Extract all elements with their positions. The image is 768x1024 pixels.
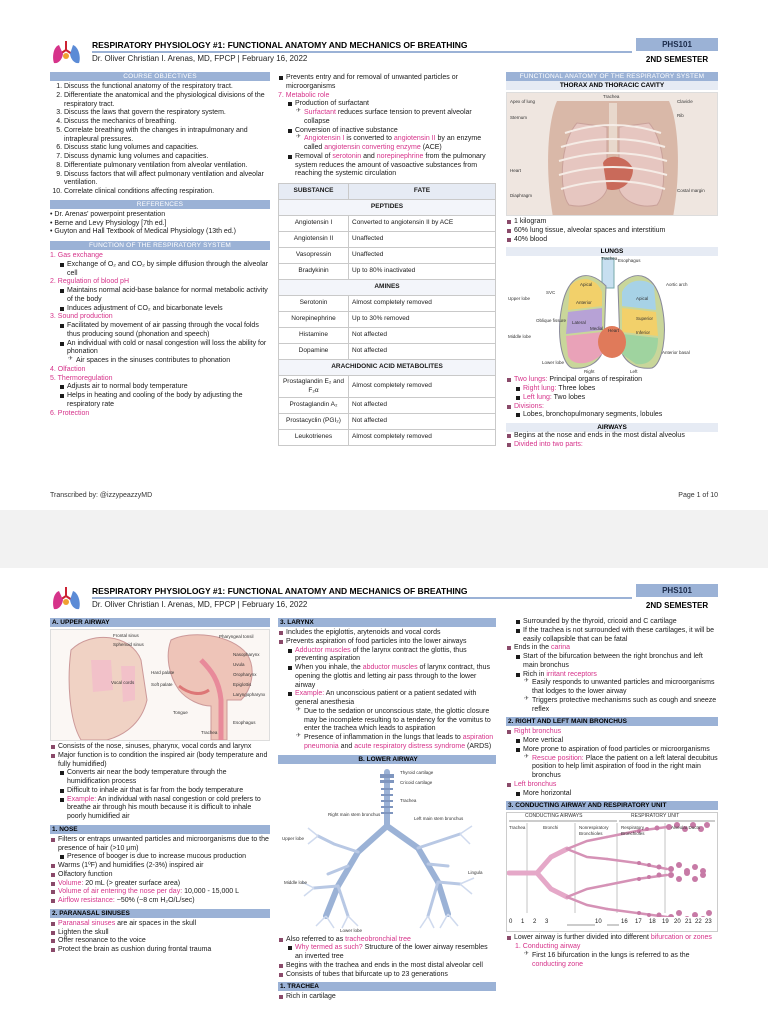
- list-item: 2. Regulation of blood pH: [50, 278, 129, 286]
- column-2: [278, 74, 496, 446]
- column-label: Respiratory Bronchioles: [621, 825, 645, 836]
- table-cell: Almost completely removed: [349, 430, 496, 446]
- page-header: [50, 38, 718, 66]
- semester-badge: 2ND SEMESTER: [636, 599, 718, 612]
- upper-airway-heading: A. UPPER AIRWAY: [50, 618, 270, 627]
- references-list: [50, 211, 270, 237]
- list-item: Prevents entry and for removal of unwanted particles or microorganisms: [278, 74, 496, 92]
- table-cell: Up to 80% inactivated: [349, 264, 496, 280]
- axis-tick-label: 18: [649, 919, 656, 926]
- figure-label: Upper lobe: [508, 296, 531, 302]
- transcriber-credit: Transcribed by: @izzypeazzyMD: [50, 492, 153, 499]
- substance-table: [278, 183, 496, 446]
- figure-label: Apical: [636, 296, 649, 302]
- column-2: [278, 618, 496, 1002]
- list-item: Olfactory function: [50, 871, 270, 880]
- thorax-figure: [506, 92, 718, 216]
- list-item: Includes the epiglottis, arytenoids and vocal cords: [278, 629, 496, 638]
- figure-label: Tongue: [173, 710, 188, 715]
- lungs-logo-icon: [50, 38, 84, 66]
- figure-label: Soft palate: [151, 682, 173, 687]
- column-3: [506, 618, 718, 969]
- thorax-heading: THORAX AND THORACIC CAVITY: [506, 81, 718, 90]
- table-cell: Up to 30% removed: [349, 312, 496, 328]
- list-item: 1. Conducting airway: [515, 943, 581, 950]
- page-gap: [0, 510, 768, 568]
- page-number: Page 1 of 10: [678, 492, 718, 499]
- axis-tick-label: 22: [695, 919, 702, 926]
- list-item: Maintains normal acid-base balance for normal metabolic activity of the body: [59, 287, 270, 305]
- figure-label: Pharyngeal tonsil: [219, 634, 254, 639]
- list-item: Consists of tubes that bifurcate up to 23 generations: [278, 971, 496, 980]
- table-cell: Leukotrienes: [279, 430, 349, 446]
- figure-label: Trachea: [603, 94, 620, 99]
- axis-tick-label: 16: [621, 919, 628, 926]
- list-item: ✈ Presence of inflammation in the lungs that leads to aspiration pneumonia and acute respiratory distress syndrome (ARDS): [296, 734, 496, 752]
- table-row: [279, 376, 496, 398]
- table-cell: Not affected: [349, 344, 496, 360]
- list-item: Presence of booger is due to increase mucous production: [59, 853, 270, 862]
- list-item: Removal of serotonin and norepinephrine from the pulmonary system reduces the amount of vasoactive substances from reaching the systemic circulation: [287, 153, 496, 179]
- list-item: More horizontal: [515, 790, 718, 799]
- figure-label: Trachea: [201, 730, 218, 735]
- semester-badge: 2ND SEMESTER: [636, 53, 718, 66]
- figure-label: Left main stem bronchus: [414, 815, 464, 821]
- list-item: Exchange of O₂ and CO₂ by simple diffusion through the alveolar cell: [59, 261, 270, 279]
- figure-label: Oblique fissure: [536, 318, 567, 324]
- list-item: Two lungs: Principal organs of respiration: [506, 376, 718, 385]
- table-cell: Not affected: [349, 398, 496, 414]
- list-item: Conversion of inactive substance: [287, 127, 496, 136]
- list-item: Why termed as such? Structure of the lower airway resembles an inverted tree: [287, 944, 496, 962]
- table-cell: Almost completely removed: [349, 376, 496, 398]
- figure-label: Frontal sinus: [113, 633, 139, 638]
- table-cell: Serotonin: [279, 296, 349, 312]
- axis-tick-label: 19: [662, 919, 669, 926]
- figure-label: Apex of lung: [510, 99, 536, 104]
- nose-heading: 1. NOSE: [50, 825, 270, 834]
- list-item: ✈ Surfactant reduces surface tension to prevent alveolar collapse: [296, 109, 496, 127]
- zone-label: CONDUCTING AIRWAYS: [525, 813, 583, 820]
- figure-label: Oropharynx: [233, 672, 257, 677]
- table-section: [279, 200, 496, 216]
- thorax-illustration: [507, 93, 718, 216]
- axis-tick-label: 10: [595, 919, 602, 926]
- list-item: Prevents aspiration of food particles into the lower airways: [278, 638, 496, 647]
- figure-label: Vocal cords: [111, 680, 135, 685]
- figure-label: Trachea: [601, 256, 618, 262]
- figure-label: Laryngopharynx: [233, 692, 266, 697]
- list-item: 5. Thermoregulation: [50, 374, 113, 382]
- list-item: 5. Correlate breathing with the changes in intrapulmonary and intrapleural pressures.: [64, 127, 270, 145]
- figure-label: Esophagus: [233, 720, 256, 725]
- figure-label: Clavicle: [677, 99, 693, 104]
- list-item: Lobes, bronchopulmonary segments, lobules: [515, 411, 718, 420]
- list-item: Consists of the nose, sinuses, pharynx, vocal cords and larynx: [50, 743, 270, 752]
- figure-label: Left: [630, 369, 638, 375]
- figure-label: Lower lobe: [542, 360, 565, 366]
- table-cell: Norepinephrine: [279, 312, 349, 328]
- bronchus-heading: 2. RIGHT AND LEFT MAIN BRONCHUS: [506, 717, 718, 726]
- list-item: Divided into two parts:: [506, 441, 718, 450]
- list-item: Lower airway is further divided into different bifurcation or zones: [506, 934, 718, 943]
- list-item: 3. Sound production: [50, 313, 113, 321]
- page-2: [0, 568, 768, 1024]
- figure-label: Thyroid cartilage: [400, 769, 434, 775]
- figure-label: Upper lobe: [282, 835, 305, 841]
- table-cell: Prostaglandin A₂: [279, 398, 349, 414]
- list-item: 2. Differentiate the anatomical and the physiological divisions of the respiratory tract.: [64, 92, 270, 110]
- list-item: 7. Metabolic role: [278, 91, 330, 99]
- conducting-heading: 3. CONDUCTING AIRWAY AND RESPIRATORY UNIT: [506, 801, 718, 810]
- section-cell: PEPTIDES: [279, 200, 496, 216]
- figure-label: Trachea: [400, 797, 417, 803]
- figure-label: Uvula: [233, 662, 245, 667]
- list-item: Rich in cartilage: [278, 993, 496, 1002]
- course-badge: PHS101: [636, 38, 718, 51]
- list-item: Left lung: Two lobes: [515, 394, 718, 403]
- doc-title: RESPIRATORY PHYSIOLOGY #1: FUNCTIONAL ANATOMY AND MECHANICS OF BREATHING: [92, 40, 467, 51]
- page-header: [50, 584, 718, 612]
- airways-heading: AIRWAYS: [506, 423, 718, 432]
- objectives-list: [50, 83, 270, 197]
- list-item: 40% blood: [506, 236, 718, 245]
- figure-label: Cricoid cartilage: [400, 779, 433, 785]
- table-header: [279, 184, 496, 200]
- list-item: Right bronchus: [506, 728, 718, 737]
- table-cell: Not affected: [349, 414, 496, 430]
- table-cell: Bradykinin: [279, 264, 349, 280]
- references-heading: REFERENCES: [50, 200, 270, 209]
- list-item: 10. Correlate clinical conditions affecting respiration.: [64, 188, 270, 197]
- list-item: • Berne and Levy Physiology [7th ed.]: [50, 219, 167, 227]
- figure-label: Right main stem bronchus: [328, 811, 381, 817]
- list-item: Warms (1ºF) and humidifies (2-3%) inspired air: [50, 862, 270, 871]
- figure-label: Lower lobe: [340, 927, 363, 933]
- list-item: 6. Discuss static lung volumes and capacities.: [64, 144, 270, 153]
- table-row: [279, 414, 496, 430]
- header-cell: FATE: [349, 184, 496, 200]
- doc-author: Dr. Oliver Christian I. Arenas, MD, FPCP | February 16, 2022: [92, 54, 308, 63]
- list-item: Helps in heating and cooling of the body by adjusting the respiratory rate: [59, 392, 270, 410]
- list-item: Example: An unconscious patient or a patient sedated with general anesthesia: [287, 690, 496, 708]
- figure-label: Medial: [590, 326, 604, 332]
- figure-label: Sternum: [510, 115, 528, 120]
- header-cell: SUBSTANCE: [279, 184, 349, 200]
- figure-label: Lateral: [572, 320, 586, 326]
- list-item: Adductor muscles of the larynx contract the glottis, thus preventing aspiration: [287, 647, 496, 665]
- list-item: Divisions:: [506, 403, 718, 412]
- column-1: [50, 618, 270, 955]
- list-item: • Dr. Arenas' powerpoint presentation: [50, 210, 166, 218]
- axis-tick-label: 2: [533, 919, 537, 926]
- list-item: ✈ Air spaces in the sinuses contributes to phonation: [68, 357, 270, 366]
- list-item: Airflow resistance: ~50% (~8 cm H₂O/L/sec): [50, 897, 270, 906]
- list-item: Induces adjustment of CO₂ and bicarbonate levels: [59, 305, 270, 314]
- list-item: 4. Discuss the mechanics of breathing.: [64, 118, 270, 127]
- table-section: [279, 360, 496, 376]
- figure-label: Nasopharynx: [233, 652, 260, 657]
- table-cell: Dopamine: [279, 344, 349, 360]
- axis-tick-label: 0: [509, 919, 513, 926]
- figure-label: Epiglottis: [233, 682, 252, 687]
- list-item: 4. Olfaction: [50, 365, 86, 373]
- sinuses-heading: 2. PARANASAL SINUSES: [50, 909, 270, 918]
- list-item: 1. Discuss the functional anatomy of the respiratory tract.: [64, 83, 270, 92]
- generation-axis: [509, 919, 715, 931]
- list-item: ✈ First 16 bifurcation in the lungs is referred to as the conducting zone: [524, 952, 718, 970]
- list-item: ✈ Triggers protective mechanisms such as cough and sneeze reflex: [524, 697, 718, 715]
- list-item: Example: An individual with nasal congestion or cold prefers to breathe air through his mouth because it is difficult to inhale poorly humidified air: [59, 796, 270, 822]
- axis-tick-label: 17: [635, 919, 642, 926]
- figure-label: Anterior basal: [662, 350, 690, 356]
- list-item: Surrounded by the thyroid, cricoid and C cartilage: [515, 618, 718, 627]
- list-item: Rich in irritant receptors: [515, 671, 718, 680]
- column-label: Nonrespiratory Bronchioles: [579, 825, 609, 836]
- tracheobronchial-figure: [278, 766, 496, 936]
- section-cell: ARACHIDONIC ACID METABOLITES: [279, 360, 496, 376]
- list-item: 8. Differentiate pulmonary ventilation from alveolar ventilation.: [64, 162, 270, 171]
- section-cell: AMINES: [279, 280, 496, 296]
- column-label: Bronchi: [543, 825, 559, 831]
- list-item: ✈ Angiotensin I is converted to angiotensin II by an enzyme called angiotensin converting enzyme (ACE): [296, 135, 496, 153]
- figure-label: Diaphragm: [510, 193, 533, 198]
- list-item: Adjusts air to normal body temperature: [59, 383, 270, 392]
- column-3: [506, 72, 718, 450]
- list-item: ✈ Rescue position: Place the patient on a left lateral decubitus position to help limit aspiration of food in the right main bronchus: [524, 755, 718, 781]
- list-item: Begins at the nose and ends in the most distal alveolus: [506, 432, 718, 441]
- list-item: Facilitated by movement of air passing through the vocal folds thus producing sound (phonation and speech): [59, 322, 270, 340]
- figure-label: Heart: [608, 328, 620, 334]
- list-item: An individual with cold or nasal congestion will loss the ability for phonation: [59, 340, 270, 358]
- list-item: ✈ Due to the sedation or unconscious state, the glottic closure may be incomplete resulting to a tendency for the vomitus to enter the trachea which leads to aspiration: [296, 708, 496, 734]
- list-item: Difficult to inhale air that is far from the body temperature: [59, 787, 270, 796]
- upper-airway-figure: [50, 629, 270, 741]
- list-item: Offer resonance to the voice: [50, 937, 270, 946]
- list-item: Filters or entraps unwanted particles and microorganisms due to the presence of hair (>10 μm): [50, 836, 270, 854]
- axis-tick-label: 23: [705, 919, 712, 926]
- list-item: Right lung: Three lobes: [515, 385, 718, 394]
- figure-label: Anterior: [576, 300, 592, 306]
- table-row: [279, 398, 496, 414]
- list-item: 3. Discuss the laws that govern the respiratory system.: [64, 109, 270, 118]
- figure-label: Heart: [510, 168, 522, 173]
- table-cell: Not affected: [349, 328, 496, 344]
- table-row: [279, 248, 496, 264]
- list-item: More prone to aspiration of food particles or microorganisms: [515, 746, 718, 755]
- list-item: 7. Discuss dynamic lung volumes and capacities.: [64, 153, 270, 162]
- list-item: Paranasal sinuses are air spaces in the skull: [50, 920, 270, 929]
- list-item: If the trachea is not surrounded with these cartilages, it will be easily collapsible that can be fatal: [515, 627, 718, 645]
- figure-label: Superior: [636, 316, 654, 322]
- table-row: [279, 430, 496, 446]
- table-row: [279, 312, 496, 328]
- figure-label: SVC: [546, 290, 556, 296]
- list-item: Start of the bifurcation between the right bronchus and left main bronchus: [515, 653, 718, 671]
- figure-label: Right: [584, 369, 595, 375]
- figure-label: Sphenoid sinus: [113, 642, 144, 647]
- list-item: Volume of air entering the nose per day: 10,000 - 15,000 L: [50, 888, 270, 897]
- list-item: 1 kilogram: [506, 218, 718, 227]
- axis-tick-label: 20: [674, 919, 681, 926]
- figure-label: Middle lobe: [508, 334, 532, 340]
- table-row: [279, 264, 496, 280]
- tracheobronchial-illustration: [278, 766, 496, 936]
- lower-airway-heading: B. LOWER AIRWAY: [278, 755, 496, 764]
- lungs-illustration: [506, 256, 718, 376]
- table-cell: Almost completely removed: [349, 296, 496, 312]
- list-item: ✈ Easily responds to unwanted particles and microorganisms that lodges to the lower airway: [524, 679, 718, 697]
- column-1: [50, 72, 270, 418]
- figure-label: Aortic arch: [666, 282, 688, 288]
- doc-author: Dr. Oliver Christian I. Arenas, MD, FPCP | February 16, 2022: [92, 600, 308, 609]
- column-label: Alveolar Ducts: [671, 825, 701, 831]
- list-item: Lighten the skull: [50, 929, 270, 938]
- figure-label: Hard palate: [151, 670, 175, 675]
- table-row: [279, 344, 496, 360]
- figure-label: Esophagus: [618, 258, 641, 264]
- table-section: [279, 280, 496, 296]
- larynx-heading: 3. LARYNX: [278, 618, 496, 627]
- axis-tick-label: 21: [685, 919, 692, 926]
- axis-tick-label: 3: [545, 919, 549, 926]
- figure-label: Middle lobe: [284, 879, 308, 885]
- table-row: [279, 328, 496, 344]
- list-item: Left bronchus: [506, 781, 718, 790]
- table-cell: Unaffected: [349, 248, 496, 264]
- table-cell: Vasopressin: [279, 248, 349, 264]
- list-item: Also referred to as tracheobronchial tree: [278, 936, 496, 945]
- figure-label: Apical: [580, 282, 593, 288]
- lungs-heading: LUNGS: [506, 247, 718, 256]
- list-item: 6. Protection: [50, 409, 90, 417]
- table-cell: Unaffected: [349, 232, 496, 248]
- table-cell: Histamine: [279, 328, 349, 344]
- list-item: Converts air near the body temperature through the humidification process: [59, 769, 270, 787]
- table-cell: Prostaglandin E₂ and F₂α: [279, 376, 349, 398]
- page-1: [0, 0, 768, 510]
- function-heading: FUNCTION OF THE RESPIRATORY SYSTEM: [50, 241, 270, 250]
- list-item: Begins with the trachea and ends in the most distal alveolar cell: [278, 962, 496, 971]
- list-item: 60% lung tissue, alveolar spaces and interstitium: [506, 227, 718, 236]
- objectives-heading: COURSE OBJECTIVES: [50, 72, 270, 81]
- list-item: 9. Discuss factors that will affect pulmonary ventilation and alveolar ventilation.: [64, 171, 270, 189]
- trachea-heading: 1. TRACHEA: [278, 982, 496, 991]
- list-item: Major function is to condition the inspired air (body temperature and fully humidified): [50, 752, 270, 770]
- doc-title: RESPIRATORY PHYSIOLOGY #1: FUNCTIONAL ANATOMY AND MECHANICS OF BREATHING: [92, 586, 467, 597]
- figure-label: Inferior: [636, 330, 651, 336]
- lungs-figure: [506, 256, 718, 376]
- list-item: Ends in the carina: [506, 644, 718, 653]
- lungs-logo-icon: [50, 584, 84, 612]
- table-row: [279, 232, 496, 248]
- list-item: Volume: 20 mL (> greater surface area): [50, 880, 270, 889]
- course-badge: PHS101: [636, 584, 718, 597]
- table-cell: Converted to angiotensin II by ACE: [349, 216, 496, 232]
- anatomy-heading: FUNCTIONAL ANATOMY OF THE RESPIRATORY SYSTEM: [506, 72, 718, 81]
- table-row: [279, 216, 496, 232]
- column-label: Trachea: [509, 825, 526, 831]
- table-row: [279, 296, 496, 312]
- list-item: • Guyton and Hall Textbook of Medical Physiology (13th ed.): [50, 228, 236, 236]
- figure-label: Lingula: [468, 869, 483, 875]
- list-item: 1. Gas exchange: [50, 252, 103, 259]
- list-item: Production of surfactant: [287, 100, 496, 109]
- list-item: More vertical: [515, 737, 718, 746]
- figure-label: Costal margin: [677, 188, 705, 193]
- table-cell: Angiotensin II: [279, 232, 349, 248]
- table-cell: Prostacyclin (PGI₂): [279, 414, 349, 430]
- list-item: When you inhale, the abductor muscles of larynx contract, thus opening the glottis and letting air pass through to the lower airway: [287, 664, 496, 690]
- zone-label: RESPIRATORY UNIT: [631, 813, 680, 820]
- conducting-zone-figure: [506, 812, 718, 932]
- list-item: Protect the brain as cushion during frontal trauma: [50, 946, 270, 955]
- figure-label: Rib: [677, 113, 684, 118]
- table-cell: Angiotensin I: [279, 216, 349, 232]
- axis-tick-label: 1: [521, 919, 525, 926]
